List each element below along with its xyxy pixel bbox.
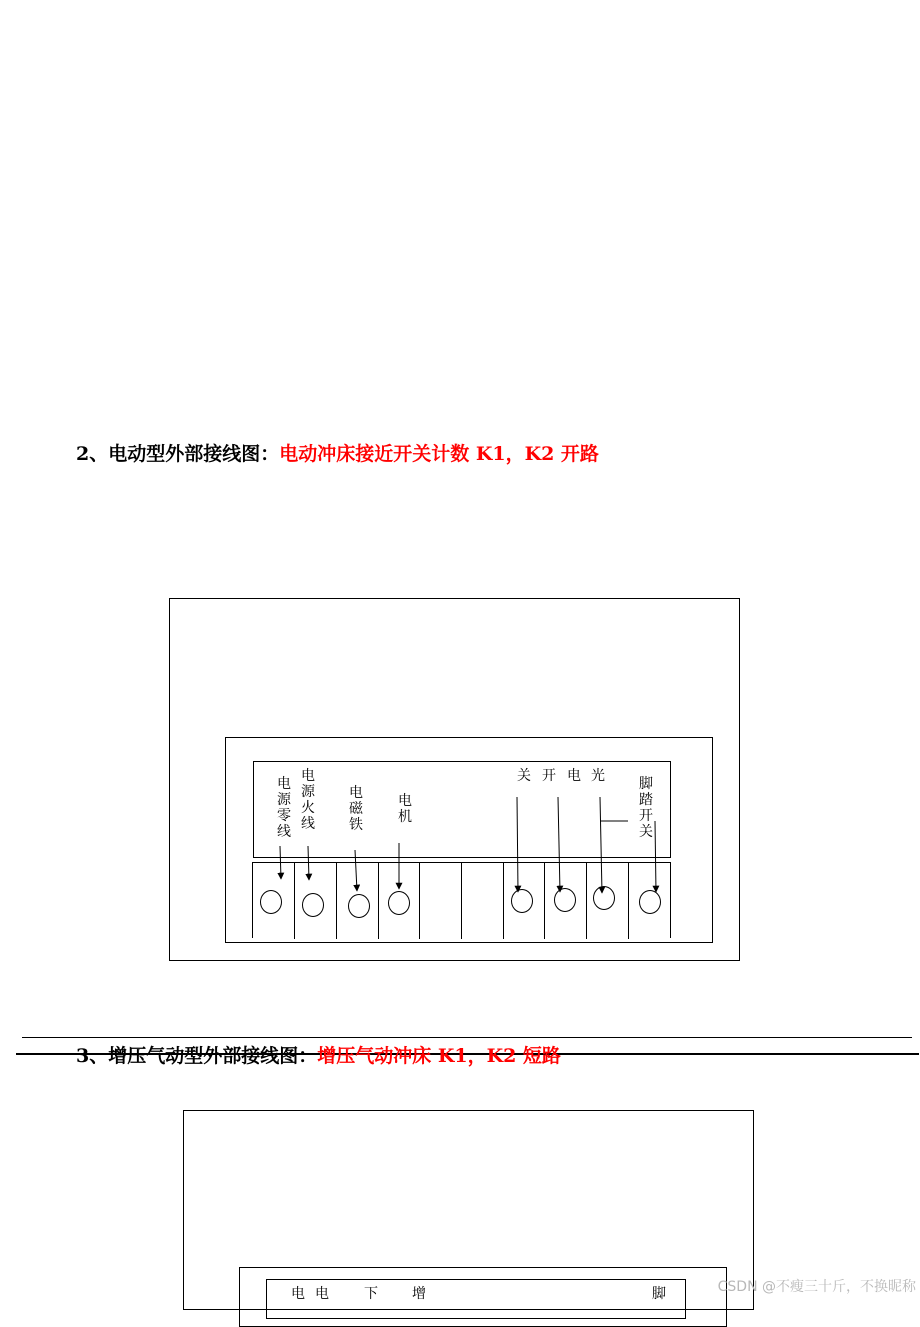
section-3-heading-title: 3、增压气动型外部接线图： — [76, 1045, 318, 1067]
section-3-label-b: 电 — [315, 1286, 330, 1302]
label-foot-switch: 脚踏开关 — [639, 776, 653, 840]
label-power: 电 — [567, 768, 581, 784]
label-light: 光 — [591, 768, 605, 784]
label-open: 开 — [542, 768, 556, 784]
label-electromagnet: 电磁铁 — [349, 785, 363, 833]
section-2-heading-title: 2、电动型外部接线图： — [76, 443, 280, 465]
section-3-heading-note: 增压气动冲床 K1，K2 短路 — [317, 1045, 561, 1067]
section-3-label-a: 电 — [291, 1286, 306, 1302]
watermark: CSDN @不瘦三十斤，不换昵称 — [717, 1279, 916, 1295]
section-3-label-d: 增 — [412, 1286, 427, 1302]
section-3-label-c: 下 — [364, 1286, 379, 1302]
label-power-live: 电源火线 — [301, 768, 315, 832]
section-3-label-e: 脚 — [652, 1286, 667, 1302]
label-close: 关 — [517, 768, 531, 784]
separator-line — [22, 1037, 912, 1038]
section-3-heading — [76, 1044, 561, 1068]
section-2-heading-note: 电动冲床接近开关计数 K1，K2 开路 — [279, 443, 599, 465]
label-motor: 电机 — [398, 793, 412, 825]
label-power-neutral: 电源零线 — [277, 776, 291, 840]
